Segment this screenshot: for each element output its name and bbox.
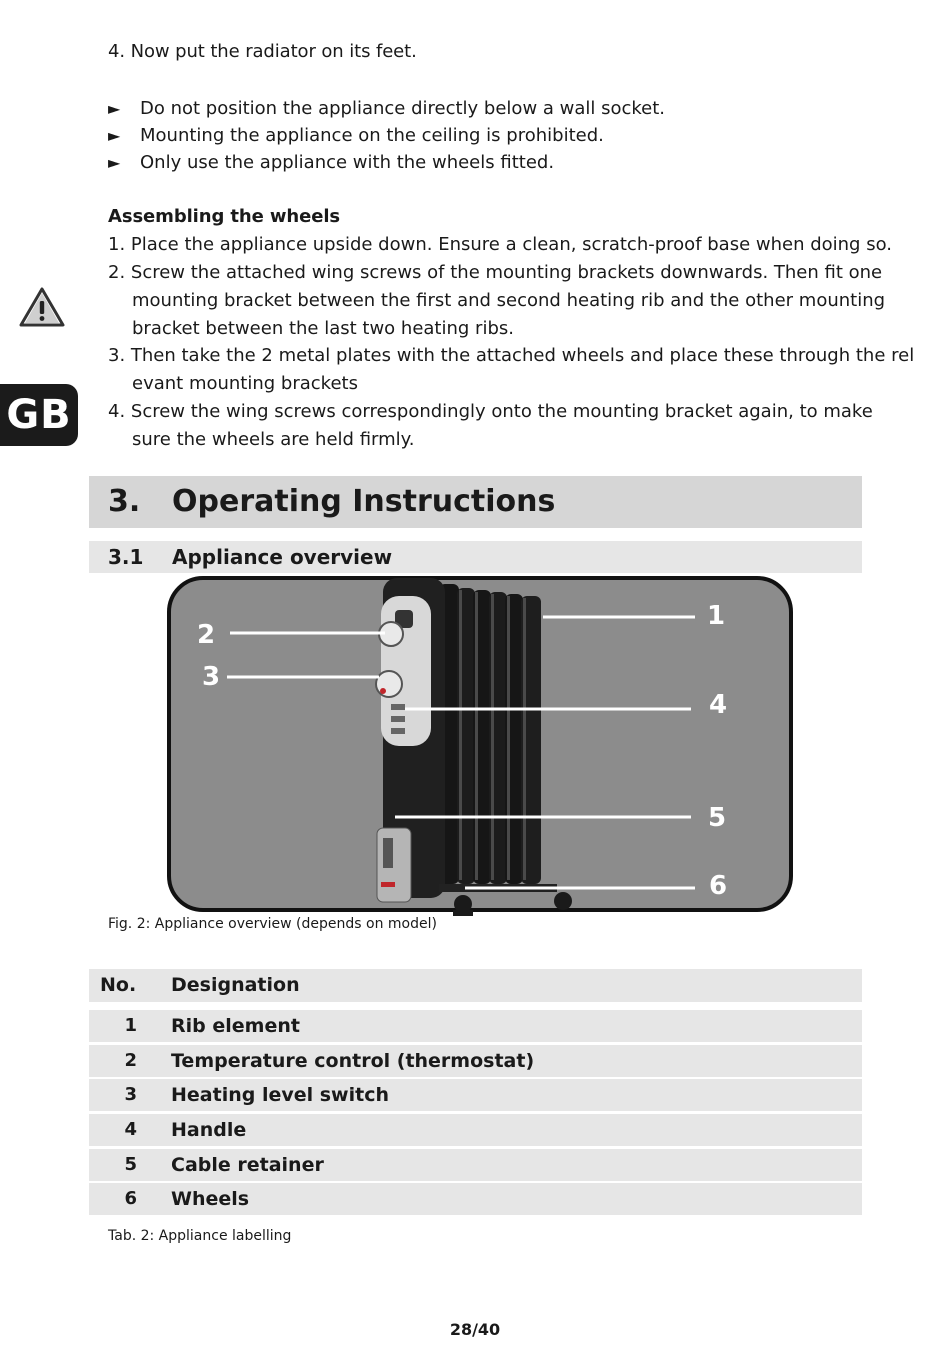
row-designation: Cable retainer: [171, 1153, 324, 1176]
table-row: [89, 1010, 862, 1042]
callout-2: 2: [197, 620, 216, 650]
callout-6: 6: [709, 871, 728, 901]
callout-3: 3: [202, 662, 221, 692]
subsection-title: Appliance overview: [172, 545, 393, 569]
subsection-number: 3.1: [108, 545, 144, 569]
bullet-text: Mounting the appliance on the ceiling is prohibited.: [140, 125, 604, 146]
header-no: No.: [100, 974, 137, 996]
row-designation: Rib element: [171, 1015, 300, 1037]
step-text: 4. Screw the wing screws correspondingly onto the mounting bracket again, to make: [108, 401, 873, 422]
table-row: [89, 1079, 862, 1111]
bullet-arrow-icon: ►: [108, 153, 121, 172]
section-number: 3.: [108, 484, 141, 519]
bullet-arrow-icon: ►: [108, 99, 121, 118]
row-no: 6: [124, 1188, 137, 1210]
assembly-step: [108, 231, 892, 259]
warning-icon: [18, 286, 66, 328]
step-text-continued: sure the wheels are held firmly.: [132, 429, 415, 450]
row-designation: Temperature control (thermostat): [171, 1049, 535, 1072]
row-no: 1: [124, 1015, 137, 1036]
designation-table: [89, 969, 862, 1218]
step-text: 2. Screw the attached wing screws of the mounting brackets downwards. Then fit one: [108, 262, 883, 283]
step-text-continued: evant mounting brackets: [132, 373, 358, 394]
assembly-step: [108, 259, 885, 343]
callout-4: 4: [709, 690, 728, 720]
table-header: [89, 969, 862, 1002]
row-designation: Heating level switch: [171, 1084, 389, 1107]
table-row: [89, 1045, 862, 1077]
table-row: [89, 1149, 862, 1181]
bullet-item: [108, 122, 604, 149]
bullet-text: Do not position the appliance directly below a wall socket.: [140, 98, 666, 119]
row-designation: Wheels: [171, 1188, 250, 1211]
page-number: 28/40: [449, 1320, 501, 1339]
callout-1: 1: [707, 601, 726, 631]
table-caption: Tab. 2: Appliance labelling: [108, 1228, 292, 1244]
assembly-step: [108, 342, 914, 398]
row-no: 3: [124, 1084, 137, 1106]
step-text-continued: mounting bracket between the first and second heating rib and the other mounting: [132, 290, 886, 311]
row-designation: Handle: [171, 1119, 247, 1142]
row-no: 5: [124, 1153, 137, 1175]
bullet-item: [108, 95, 665, 122]
bullet-item: [108, 149, 554, 176]
figure-caption: Fig. 2: Appliance overview (depends on model): [108, 916, 437, 932]
section-title: Operating Instructions: [172, 484, 556, 519]
callout-5: 5: [708, 803, 727, 833]
header-designation: Designation: [171, 974, 300, 996]
row-no: 2: [124, 1049, 137, 1071]
step-text-continued: bracket between the last two heating ribs.: [132, 318, 514, 339]
table-row: [89, 1114, 862, 1146]
table-row: [89, 1183, 862, 1215]
step-text: 1. Place the appliance upside down. Ensure a clean, scratch-proof base when doing so.: [108, 234, 893, 255]
language-tab: GB: [0, 384, 78, 446]
assembly-heading: Assembling the wheels: [108, 206, 341, 227]
appliance-figure: [167, 576, 793, 916]
section-heading: [89, 476, 862, 528]
step-put-on-feet: 4. Now put the radiator on its feet.: [108, 41, 417, 62]
assembly-step: [108, 398, 873, 454]
subsection-heading: [89, 541, 862, 573]
row-no: 4: [124, 1119, 137, 1141]
bullet-text: Only use the appliance with the wheels fitted.: [140, 152, 555, 173]
step-text: 3. Then take the 2 metal plates with the attached wheels and place these through the rel: [108, 345, 915, 366]
bullet-arrow-icon: ►: [108, 126, 121, 145]
